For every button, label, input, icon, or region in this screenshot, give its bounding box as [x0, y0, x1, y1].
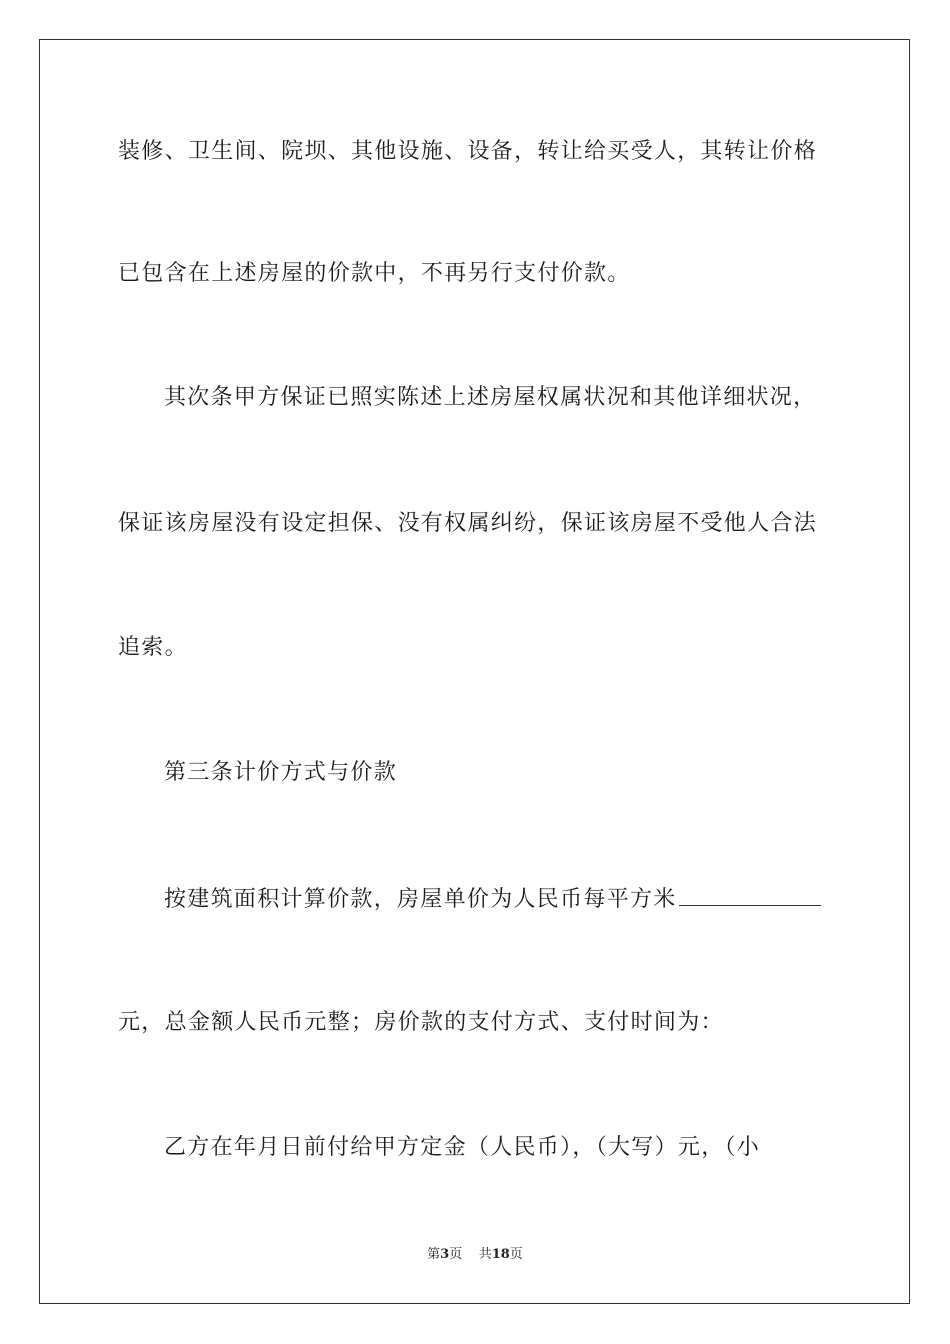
total-pages-number: 18	[491, 1247, 510, 1262]
text-line-1: 装修、卫生间、院坝、其他设施、设备，转让给买受人，其转让价格	[118, 139, 818, 164]
footer-prefix: 第	[427, 1247, 441, 1262]
text-line-3: 其次条甲方保证已照实陈述上述房屋权属状况和其他详细状况，	[164, 385, 817, 410]
text-line-9: 乙方在年月日前付给甲方定金（人民币），（大写）元，（小	[164, 1135, 761, 1160]
page-footer	[0, 1246, 950, 1264]
text-line-4: 保证该房屋没有设定担保、没有权属纠纷，保证该房屋不受他人合法	[118, 511, 818, 536]
text-line-7-content: 按建筑面积计算价款，房屋单价为人民币每平方米	[164, 887, 677, 912]
footer-page-unit: 页	[449, 1247, 463, 1262]
text-line-7	[164, 883, 821, 915]
text-line-5: 追索。	[118, 635, 188, 660]
page-border	[39, 39, 910, 1304]
text-line-8: 元，总金额人民币元整；房价款的支付方式、支付时间为：	[118, 1010, 724, 1035]
footer-total-prefix: 共	[478, 1247, 492, 1262]
section-heading: 第三条计价方式与价款	[164, 760, 398, 785]
current-page-number: 3	[440, 1247, 450, 1262]
fill-in-blank	[679, 883, 821, 906]
footer-total-unit: 页	[509, 1247, 523, 1262]
text-line-2: 已包含在上述房屋的价款中，不再另行支付价款。	[118, 261, 631, 286]
